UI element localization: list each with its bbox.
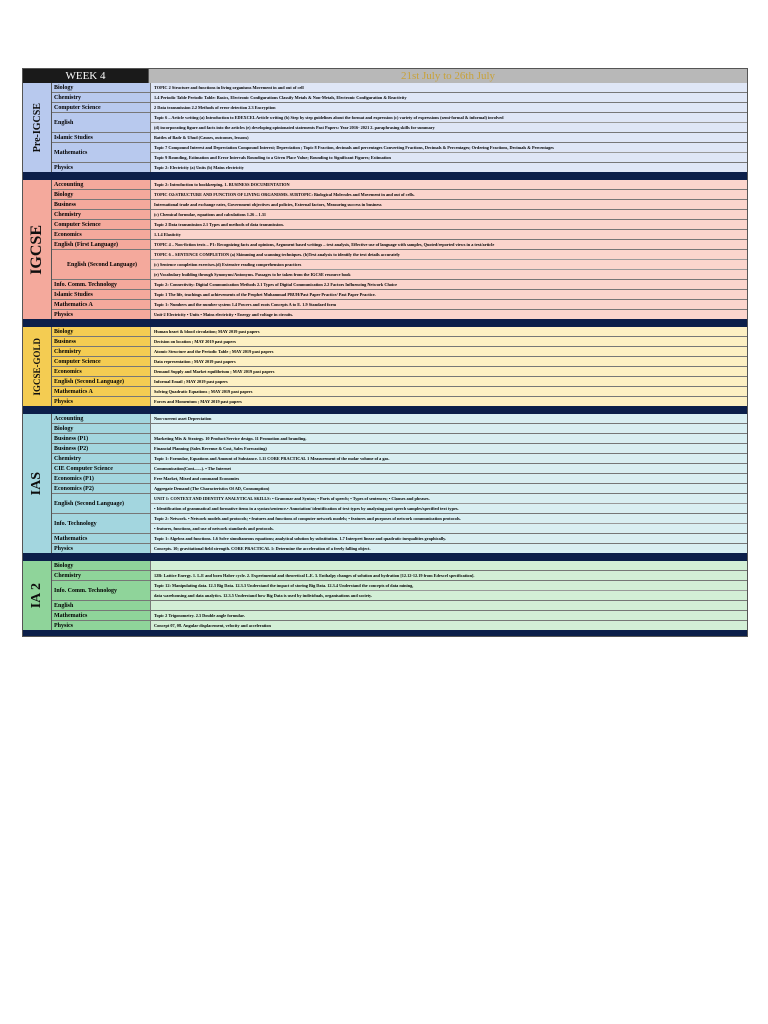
subject-rows xyxy=(52,83,747,172)
topic-cell xyxy=(151,210,747,219)
subject-name: Biology xyxy=(52,190,151,199)
topic-line: Topic 2: Electricity (a) Units (b) Mains electricity xyxy=(154,165,244,170)
topic-line: Concepts. 10; gravitational field strength. CORE PRACTICAL 1: Determine the acceleration of a freely falling object. xyxy=(154,546,371,551)
subject-name: Business xyxy=(52,200,151,209)
table-row xyxy=(52,424,747,434)
subject-name: Physics xyxy=(52,544,151,553)
table-row xyxy=(52,357,747,367)
subject-rows xyxy=(52,180,747,319)
table-row xyxy=(52,494,747,514)
topic-cell xyxy=(151,397,747,406)
topic-line: Data representation ; MAY 2019 past papers xyxy=(154,359,236,364)
topic-cell xyxy=(151,180,747,189)
table-row xyxy=(52,113,747,133)
table-row xyxy=(52,621,747,630)
topic-line: Topic 9 Rounding, Estimation and Error Intervals Rounding to a Given Place Value; Rounding to Significant Figures; Estimation xyxy=(154,155,391,160)
subject-name: Mathematics xyxy=(52,534,151,543)
topic-cell xyxy=(151,190,747,199)
subject-name: Economics xyxy=(52,367,151,376)
section-separator xyxy=(23,172,747,180)
section-label xyxy=(23,83,52,172)
topic-line xyxy=(151,424,747,433)
subject-name: Physics xyxy=(52,621,151,630)
table-row xyxy=(52,103,747,113)
table-row xyxy=(52,300,747,310)
topic-line: Decision on location ; MAY 2019 past papers xyxy=(154,339,236,344)
topic-line: Topic 2 Trigonometry. 2.3 Double angle formulae. xyxy=(154,613,245,618)
topic-cell xyxy=(151,561,747,570)
topic-line: Human heart & blood circulation; MAY 2019 past papers xyxy=(154,329,260,334)
topic-cell xyxy=(151,93,747,102)
topic-line: International trade and exchange rates, Government objectives and policies, External factors, Measuring success in business xyxy=(154,202,382,207)
table-row xyxy=(52,571,747,581)
topic-cell xyxy=(151,347,747,356)
section-pre xyxy=(23,83,747,172)
subject-name: Business xyxy=(52,337,151,346)
table-row xyxy=(52,337,747,347)
topic-line: Topic 1: Numbers and the number system 1.4 Powers and roots Concepts A to E. 1.9 Standard form xyxy=(154,302,337,307)
topic-cell xyxy=(151,240,747,249)
topic-cell xyxy=(151,611,747,620)
table-row xyxy=(52,180,747,190)
table-row xyxy=(52,444,747,454)
header-row xyxy=(23,69,747,83)
section-ias xyxy=(23,414,747,553)
table-row xyxy=(52,220,747,230)
topic-cell xyxy=(151,544,747,553)
section-separator xyxy=(23,553,747,561)
topic-line: UNIT 1: CONTEXT AND IDENTITY ANALYTICAL SKILLS: • Grammar and Syntax; • Parts of speech; • Types of sentences; • Clauses and phrases. xyxy=(151,494,747,504)
topic-cell xyxy=(151,387,747,396)
section-label-text: IAS xyxy=(29,471,44,496)
subject-name: Mathematics A xyxy=(52,300,151,309)
topic-line: (e) Vocabulary building through Synonyms/Antonyms. Passages to be taken from the IGCSE resource book xyxy=(154,272,351,277)
topic-line: Demand Supply and Market equilibrium ; MAY 2019 past papers xyxy=(154,369,275,374)
table-row xyxy=(52,250,747,280)
topic-line: Topic 1: Algebra and functions. 1.6 Solve simultaneous equations; analytical solution by substitution. 1.7 Interpret linear and quadratic inequalities graphically. xyxy=(154,536,447,541)
topic-cell xyxy=(151,444,747,453)
section-separator xyxy=(23,630,747,636)
topic-line: Topic 1 The life, teachings and achievements of the Prophet Muhammad PBUH/Past Paper Practice/ Past Paper Practice. xyxy=(154,292,376,297)
topic-line: Financial Planning (Sales Revenue & Cost, Sales Forecasting) xyxy=(154,446,267,451)
topic-cell xyxy=(151,414,747,423)
table-row xyxy=(52,397,747,406)
section-separator xyxy=(23,319,747,327)
table-row xyxy=(52,464,747,474)
subject-name: Business (P1) xyxy=(52,434,151,443)
table-row xyxy=(52,454,747,464)
subject-name: CIE Computer Science xyxy=(52,464,151,473)
subject-name: English xyxy=(52,113,151,132)
subject-rows xyxy=(52,327,747,406)
table-row xyxy=(52,387,747,397)
timetable-sheet xyxy=(22,68,748,637)
subject-name: Biology xyxy=(52,83,151,92)
topic-cell xyxy=(151,484,747,493)
topic-line: • features, functions, and use of network standards and protocols. xyxy=(154,526,274,531)
subject-name: Business (P2) xyxy=(52,444,151,453)
topic-line: TOPIC O2:STRUCTURE AND FUNCTION OF LIVING ORGANISMS. SUBTOPIC: Biological Molecules and Movement in and out of cells. xyxy=(154,192,415,197)
topic-line: TOPIC 6 – SENTENCE COMPLETION (a) Skimming and scanning techniques. (b)Text analysis to identify the text details accurately xyxy=(151,250,747,260)
table-row xyxy=(52,581,747,601)
table-row xyxy=(52,474,747,484)
table-row xyxy=(52,434,747,444)
topic-line: Topic 7 Compound Interest and Depreciation Compound Interest; Depreciation ; Topic 8 Fraction, decimals and percentages Converting Fractions, Decimals & Percentages; Ordering Fractions, Decimals & Percentages xyxy=(151,143,747,153)
topic-line: Solving Quadratic Equations ; MAY 2019 past papers xyxy=(154,389,253,394)
table-row xyxy=(52,210,747,220)
topic-cell xyxy=(151,133,747,142)
subject-name: Accounting xyxy=(52,414,151,423)
table-row xyxy=(52,377,747,387)
subject-name: Chemistry xyxy=(52,454,151,463)
table-row xyxy=(52,561,747,571)
topic-line: data warehousing and data analytics. 12.3.5 Understand how Big Data is used by individuals, organisations and society. xyxy=(154,593,373,598)
topic-cell xyxy=(151,163,747,172)
topic-line: Topic 2: Connectivity: Digital Communication Methods 2.1 Types of Digital Communication 2.2 Factors Influencing Network Choice xyxy=(154,282,398,287)
subject-name: Biology xyxy=(52,561,151,570)
topic-cell xyxy=(151,357,747,366)
subject-name: Physics xyxy=(52,310,151,319)
table-row xyxy=(52,611,747,621)
section-ig xyxy=(23,180,747,319)
section-label-text: Pre-IGCSE xyxy=(31,102,43,153)
topic-cell xyxy=(151,377,747,386)
topic-line: 1.4 Periodic Table Periodic Table: Basics, Electronic Configurations Classify Metals & Non-Metals, Electronic Configuration & Reactivity xyxy=(154,95,407,100)
subject-name: Info. Technology xyxy=(52,514,151,533)
topic-line: • Identification of grammatical and formative items in a syntax/sentence.• Annotation/ identification of text types by analysing past speech samples/specified text types. xyxy=(154,506,459,511)
subject-name: Mathematics A xyxy=(52,387,151,396)
topic-line: (c) Sentence completion exercises.(d) Extensive reading comprehension practices xyxy=(151,260,747,270)
topic-cell xyxy=(151,601,747,610)
topic-line: Informal Email ; MAY 2019 past papers xyxy=(154,379,228,384)
subject-name: Computer Science xyxy=(52,357,151,366)
table-row xyxy=(52,414,747,424)
section-label xyxy=(23,180,52,319)
subject-name: Mathematics xyxy=(52,611,151,620)
topic-cell xyxy=(151,200,747,209)
topic-cell xyxy=(151,474,747,483)
subject-name: English xyxy=(52,601,151,610)
date-range: 21st July to 26th July xyxy=(148,69,747,83)
subject-name: Chemistry xyxy=(52,210,151,219)
topic-line: Battles of Badr & Uhud (Causes, outcomes, lessons) xyxy=(154,135,249,140)
section-label-text: IA 2 xyxy=(29,582,44,609)
table-row xyxy=(52,514,747,534)
topic-cell xyxy=(151,424,747,433)
topic-cell xyxy=(151,220,747,229)
topic-line: TOPIC 2 Structure and functions in living organisms Movement in and out of cell xyxy=(154,85,304,90)
topic-line: Topic 2: Introduction to bookkeeping. 1. BUSINESS DOCUMENTATION xyxy=(154,182,290,187)
table-row xyxy=(52,200,747,210)
topic-cell xyxy=(151,434,747,443)
topic-line xyxy=(151,601,747,610)
subject-name: Islamic Studies xyxy=(52,290,151,299)
topic-cell xyxy=(151,250,747,279)
section-gold xyxy=(23,327,747,406)
subject-name: Biology xyxy=(52,424,151,433)
section-label xyxy=(23,327,52,406)
topic-cell xyxy=(151,581,747,600)
topic-cell xyxy=(151,300,747,309)
section-label-text: IGCSE xyxy=(28,224,45,275)
table-row xyxy=(52,190,747,200)
subject-name: English (Second Language) xyxy=(52,494,151,513)
table-row xyxy=(52,83,747,93)
subject-name: Physics xyxy=(52,163,151,172)
topic-line: Forces and Momentum ; MAY 2019 past papers xyxy=(154,399,242,404)
subject-name: English (Second Language) xyxy=(52,250,151,279)
table-row xyxy=(52,367,747,377)
table-row xyxy=(52,544,747,553)
topic-line: Aggregate Demand (The Characteristics Of AD, Consumption) xyxy=(154,486,270,491)
section-label xyxy=(23,414,52,553)
subject-name: Chemistry xyxy=(52,347,151,356)
subject-rows xyxy=(52,561,747,630)
subject-rows xyxy=(52,414,747,553)
subject-name: Economics (P2) xyxy=(52,484,151,493)
topic-cell xyxy=(151,83,747,92)
subject-name: Biology xyxy=(52,327,151,336)
topic-cell xyxy=(151,514,747,533)
topic-cell xyxy=(151,103,747,112)
topic-cell xyxy=(151,230,747,239)
subject-name: English (Second Language) xyxy=(52,377,151,386)
section-separator xyxy=(23,406,747,414)
topic-line: (d) incorporating figure and facts into the articles (e) developing opinionated statements Past Papers: Year 2016- 2021 2. paraphrasing skills for summary xyxy=(154,125,435,130)
topic-line: Atomic Structure and the Periodic Table ; MAY 2019 past papers xyxy=(154,349,274,354)
topic-cell xyxy=(151,310,747,319)
subject-name: Economics (P1) xyxy=(52,474,151,483)
table-row xyxy=(52,347,747,357)
table-row xyxy=(52,133,747,143)
topic-line: (c) Chemical formulae, equations and calculations 1.26 – 1.31 xyxy=(154,212,267,217)
topic-line: Topic 12: Manipulating data. 12.3 Big Data. 12.3.3 Understand the impact of storing Big Data. 12.3.4 Understand the concepts of data mining, xyxy=(151,581,747,591)
sections-container xyxy=(23,83,747,636)
subject-name: Mathematics xyxy=(52,143,151,162)
topic-line: 1.1.4 Elasticity xyxy=(154,232,181,237)
table-row xyxy=(52,143,747,163)
table-row xyxy=(52,601,747,611)
section-ia2 xyxy=(23,561,747,630)
topic-line: Unit-2 Electricity • Units • Mains electricity • Energy and voltage in circuits. xyxy=(154,312,294,317)
topic-cell xyxy=(151,534,747,543)
subject-name: Info. Comm. Technology xyxy=(52,581,151,600)
topic-cell xyxy=(151,494,747,513)
table-row xyxy=(52,534,747,544)
topic-line: Topic 1: Formulae, Equations and Amount of Substance. 1.11 CORE PRACTICAL 1 Measurement of the molar volume of a gas. xyxy=(154,456,390,461)
topic-line: TOPIC 4 – Non-fiction texts – P1: Recognizing facts and opinions, Argument based writings – text analysis, Effective use of language with samples, Quoted/reported views in a text/article xyxy=(154,242,495,247)
topic-line: Communication(Cont.......). • The Internet xyxy=(154,466,231,471)
topic-line: Non-current asset Depreciation xyxy=(154,416,212,421)
subject-name: English (First Language) xyxy=(52,240,151,249)
table-row xyxy=(52,163,747,172)
topic-cell xyxy=(151,337,747,346)
topic-line: Marketing Mix & Strategy. 10 Product/Service design. 11 Promotion and branding. xyxy=(154,436,307,441)
table-row xyxy=(52,230,747,240)
section-label-text: IGCSE-GOLD xyxy=(32,337,42,396)
subject-name: Physics xyxy=(52,397,151,406)
table-row xyxy=(52,240,747,250)
subject-name: Computer Science xyxy=(52,103,151,112)
topic-cell xyxy=(151,113,747,132)
table-row xyxy=(52,327,747,337)
subject-name: Economics xyxy=(52,230,151,239)
topic-cell xyxy=(151,454,747,463)
topic-cell xyxy=(151,280,747,289)
topic-line: Topic 2: Network. • Network models and protocols; • features and functions of computer network models; • features and purposes of network communication protocols. xyxy=(151,514,747,524)
topic-line: Free Market, Mixed and command Economies xyxy=(154,476,240,481)
subject-name: Islamic Studies xyxy=(52,133,151,142)
topic-line: Topic 2 Data transmission 2.1 Types and methods of data transmission. xyxy=(154,222,284,227)
topic-line: 2 Data transmission 2.2 Methods of error detection 2.3 Encryption xyxy=(154,105,276,110)
week-label: WEEK 4 xyxy=(65,70,106,82)
topic-cell xyxy=(151,290,747,299)
topic-line: Concept 07, 08. Angular displacement, velocity and acceleration xyxy=(154,623,271,628)
subject-name: Chemistry xyxy=(52,93,151,102)
subject-name: Computer Science xyxy=(52,220,151,229)
topic-cell xyxy=(151,367,747,376)
topic-line: 12B: Lattice Energy. 1. L.E and born Haber cycle. 2. Experimental and theoretical L.E. 3. Enthalpy changes of solution and hydration [12.12-12.19 from Edexcel specification]. xyxy=(154,573,475,578)
table-row xyxy=(52,290,747,300)
table-row xyxy=(52,93,747,103)
topic-line xyxy=(151,561,747,570)
subject-name: Accounting xyxy=(52,180,151,189)
topic-cell xyxy=(151,143,747,162)
subject-name: Info. Comm. Technology xyxy=(52,280,151,289)
topic-cell xyxy=(151,571,747,580)
subject-name: Chemistry xyxy=(52,571,151,580)
table-row xyxy=(52,280,747,290)
table-row xyxy=(52,484,747,494)
topic-cell xyxy=(151,464,747,473)
table-row xyxy=(52,310,747,319)
topic-cell xyxy=(151,327,747,336)
topic-line: Topic 6 – Article writing (a) Introduction to EDEXCEL Article writing (b) Step by step guidelines about the format and expression (c) variety of expressions (semi-formal & informal) involved xyxy=(151,113,747,123)
section-label xyxy=(23,561,52,630)
topic-cell xyxy=(151,621,747,630)
